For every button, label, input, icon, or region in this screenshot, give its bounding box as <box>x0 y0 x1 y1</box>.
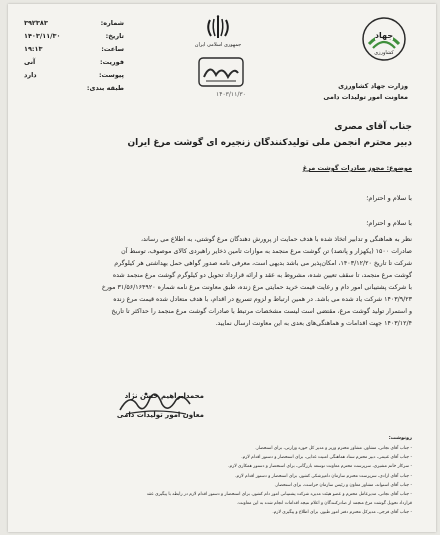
body-line: گوشت مرغ منجمد، تا سقف تعیین شده، مشروط به عقد و ارائه قرارداد تحویل دو کیلوگرم گوشت مرغ منجمد شده <box>112 272 412 279</box>
addressee-name: جناب آقای مصری <box>334 122 412 132</box>
iran-emblem-icon <box>198 14 238 42</box>
copy-recipient: - جناب آقای نجاتی، مشاور، مشاور محترم وزیر و مدیر کل حوزه وزارتی، برای استحضار. <box>255 446 412 451</box>
signatory-name: محمدابراهیم حسن نژاد <box>124 392 204 400</box>
ministry-logo <box>352 16 416 62</box>
letter-meta <box>24 16 124 94</box>
copies-heading: رونوشت: <box>388 435 412 441</box>
ministry-logo-icon <box>361 16 407 62</box>
meta-row-time <box>24 42 124 55</box>
meta-value: آنی <box>24 57 36 66</box>
meta-label: فوریت: <box>100 57 124 66</box>
letter-page <box>8 4 436 532</box>
greeting: با سلام و احترام؛ <box>366 194 412 202</box>
meta-value: ۱۴۰۳/۱۱/۳۰ <box>24 31 61 40</box>
copy-recipient: - جناب آقای ازادی، سرپرست محترم سازمان دامپزشکی کشور، برای استحضار و دستور اقدام لازم. <box>235 473 412 479</box>
meta-row-number <box>24 16 124 29</box>
addressee-title: دبیر محترم انجمن ملی تولیدکنندگان زنجیره ای گوشت مرغ ایران <box>127 138 412 148</box>
meta-row-attachment <box>24 68 124 81</box>
meta-label: شماره: <box>100 18 124 27</box>
meta-row-date <box>24 29 124 42</box>
copies-list <box>32 444 412 518</box>
meta-label: ساعت: <box>101 44 124 53</box>
letter-body <box>28 234 412 330</box>
calligraphy-stamp-icon <box>198 57 244 87</box>
meta-row-classification <box>24 81 124 94</box>
copy-recipient: قرارداد تحویل گوشت مرغ منجمد از صادرکنندگان و اعلام نتیجه اقدامات انجام شده به این معاونت. <box>236 501 412 507</box>
body-line: شرکت تا تاریخ ۱۴۰۳/۱۲/۲۰، امکان‌پذیر می باشد بدیهی است، معرفی نامه صدور گواهی حمل بهداشتی هر کیلوگرم <box>114 260 412 267</box>
copy-recipient: - جناب آقای فرجی، مدیرکل محترم دفتر امور طیور، برای اطلاع و پیگیری لازم. <box>272 510 412 516</box>
body-line: نظر به هماهنگی و تدابیر اتخاذ شده با هدف حمایت از پرورش دهندگان مرغ گوشتی، به اطلاع می رساند، <box>140 236 412 243</box>
signatory-title: معاون امور تولیدات دامی <box>116 411 204 419</box>
meta-label: تاریخ: <box>105 31 124 40</box>
meta-value: دارد <box>24 70 37 79</box>
meta-row-urgency <box>24 55 124 68</box>
body-line: با شرکت پشتیبانی امور دام و رعایت قیمت خرید حمایتی مرغ زنده، طبق معاونت مرغ نامه شماره ۳۱/۵۶/۱۶۴۹۲۰ مورخ <box>101 284 412 291</box>
deputy-office-name: معاونت امور تولیدات دامی <box>323 93 408 101</box>
meta-value: ۱۹:۱۳ <box>24 44 43 53</box>
copy-recipient: - جناب آقای استوانه، مشاور معاون و رئیس سازمان حراست، برای استحضار. <box>274 482 412 488</box>
greeting-repeat: با سلام و احترام؛ <box>366 219 412 227</box>
meta-label: پیوست: <box>98 70 124 79</box>
letter-subject: موضوع: مجوز صادرات گوشت مرغ <box>302 164 412 172</box>
date-scrawl: ۱۴۰۳/۱۱/۳۰ <box>216 91 246 98</box>
logo-text-bottom: کشاورزی <box>374 50 394 56</box>
body-line: ۱۴۰۳/۱۲/۴ جهت اقدامات و هماهنگی‌های بعدی به این معاونت ارسال نمایید. <box>215 320 412 327</box>
emblem-caption: جمهوری اسلامی ایران <box>194 42 242 48</box>
copy-recipient: - سرکار خانم مشیری، سرپرست محترم معاونت توسعه بازرگانی، برای استحضار و دستور همکاری لازم. <box>228 464 412 470</box>
copy-recipient: - جناب آقای غنیمی، دبیر محترم ستاد هماهنگی امنیت غذایی، برای استحضار و دستور اقدام لازم. <box>241 455 412 461</box>
body-line: و استمرار تولید گوشت مرغ، مقتضی است لیست مشخصات مرتبط با صادرات گوشت مرغ منجمد را حداکثر تا تاریخ <box>111 308 412 315</box>
body-line: صادرات ۱۵۰۰ (یکهزار و پانصد) تن گوشت مرغ منجمد به موازات تامین ذخایر راهبردی کالای موصوف، توسط آن <box>121 248 412 255</box>
meta-value: ۳۹۲۳۸۳ <box>24 18 48 27</box>
copy-recipient: - جناب آقای نجاتی، مدیرعامل محترم و عضو هیئت مدیره شرکت پشتیبانی امور دام کشور، برای استحضار و دستور اقدام لازم در رابطه با پیگیری عقد <box>146 492 412 498</box>
logo-text-top: جهاد <box>374 31 394 40</box>
meta-label: طبقه بندی: <box>86 83 124 92</box>
body-line: ۱۴۰۳/۹/۲۳ شرکت یاد شده می باشد. در همین ارتباط و لزوم تسریع در اقدام، با هدف متعادل شده قیمت مرغ زنده <box>113 296 412 303</box>
ministry-name: وزارت جهاد کشاورزی <box>338 82 408 90</box>
